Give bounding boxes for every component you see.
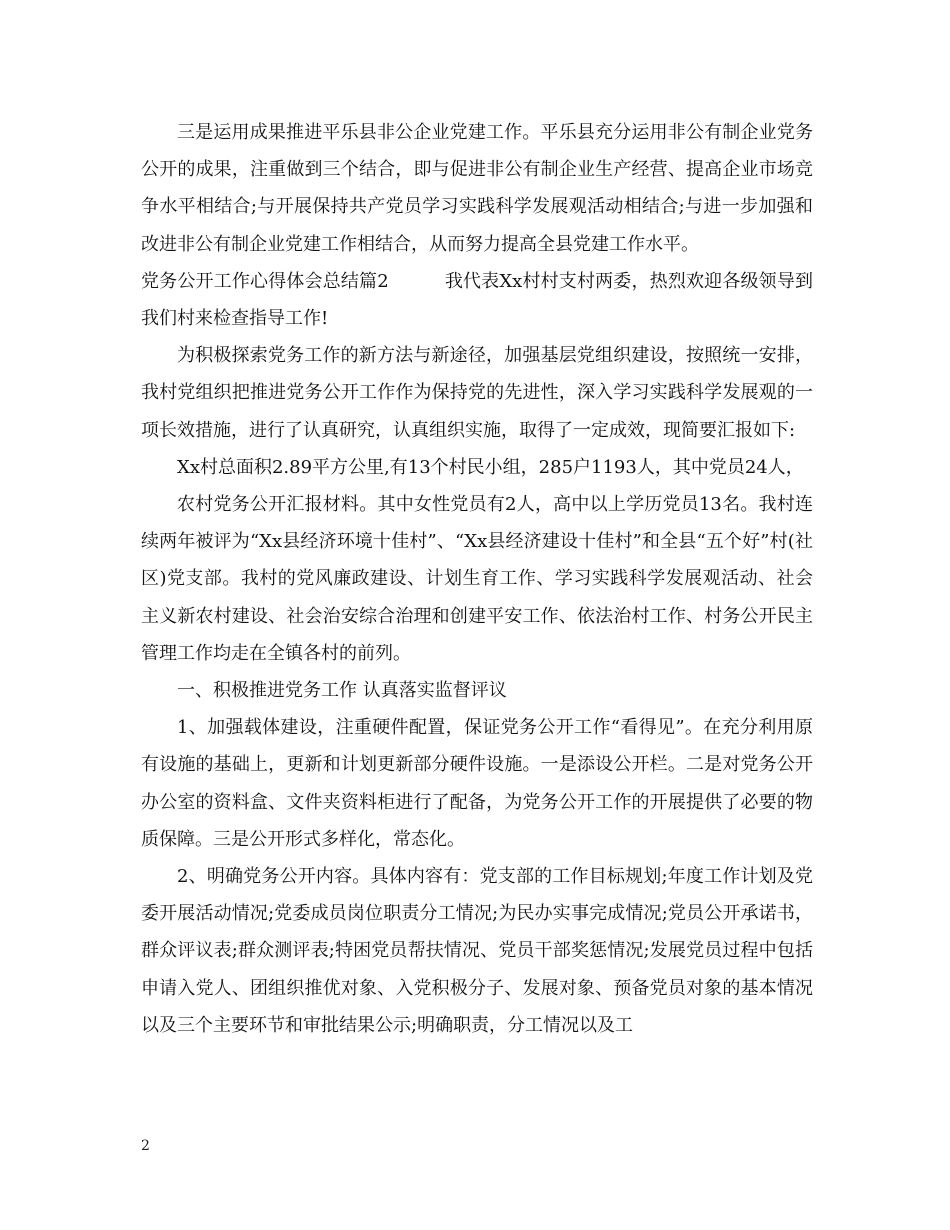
paragraph-6-heading: 一、积极推进党务工作 认真落实监督评议 — [177, 680, 507, 702]
section-heading: 党务公开工作心得体会总结篇2 — [141, 270, 389, 292]
paragraph-5: 农村党务公开汇报材料。其中女性党员有2人，高中以上学历党员13名。我村连续两年被评为“Xx县经济环境十佳村”、“Xx县经济建设十佳村”和全县“五个好”村(社区)党支部。我村的党风廉政建设、计划生育工作、学习实践科学发展观活动、社会主义新农村建设、社会治安综合治理和创建平安工作、依法治村工作、村务公开民主管理工作均走在全镇各村的前列。 — [141, 494, 813, 664]
paragraph-8: 2、明确党务公开内容。具体内容有：党支部的工作目标规划;年度工作计划及党委开展活动情况;党委成员岗位职责分工情况;为民办实事完成情况;党员公开承诺书，群众评议表;群众测评表;特困党员帮扶情况、党员干部奖惩情况;发展党员过程中包括申请入党人、团组织推优对象、入党积极分子、发展对象、预备党员对象的基本情况以及三个主要环节和审批结果公示;明确职责，分工情况以及工 — [141, 866, 813, 1036]
paragraph-2-text: 我代表Xx村村支村两委，热烈欢迎各级领导到我们村来检查指导工作! — [141, 270, 814, 330]
document-body — [141, 114, 813, 1044]
paragraph-4: Xx村总面积2.89平方公里,有13个村民小组，285户1193人，其中党员24人， — [177, 456, 804, 478]
paragraph-1: 三是运用成果推进平乐县非公企业党建工作。平乐县充分运用非公有制企业党务公开的成果，注重做到三个结合，即与促进非公有制企业生产经营、提高企业市场竞争水平相结合;与开展保持共产党员学习实践科学发展观活动相结合;与进一步加强和改进非公有制企业党建工作相结合，从而努力提高全县党建工作水平。 — [141, 122, 813, 255]
paragraph-7: 1、加强载体建设，注重硬件配置，保证党务公开工作“看得见”。在充分利用原有设施的基础上，更新和计划更新部分硬件设施。一是添设公开栏。二是对党务公开办公室的资料盒、文件夹资料柜进行了配备，为党务公开工作的开展提供了必要的物质保障。三是公开形式多样化，常态化。 — [141, 717, 813, 850]
paragraph-2 — [141, 263, 813, 337]
paragraph-3: 为积极探索党务工作的新方法与新途径，加强基层党组织建设，按照统一安排，我村党组织把推进党务公开工作作为保持党的先进性，深入学习实践科学发展观的一项长效措施，进行了认真研究，认真组织实施，取得了一定成效，现简要汇报如下: — [141, 345, 813, 441]
page-number: 2 — [141, 1138, 150, 1154]
